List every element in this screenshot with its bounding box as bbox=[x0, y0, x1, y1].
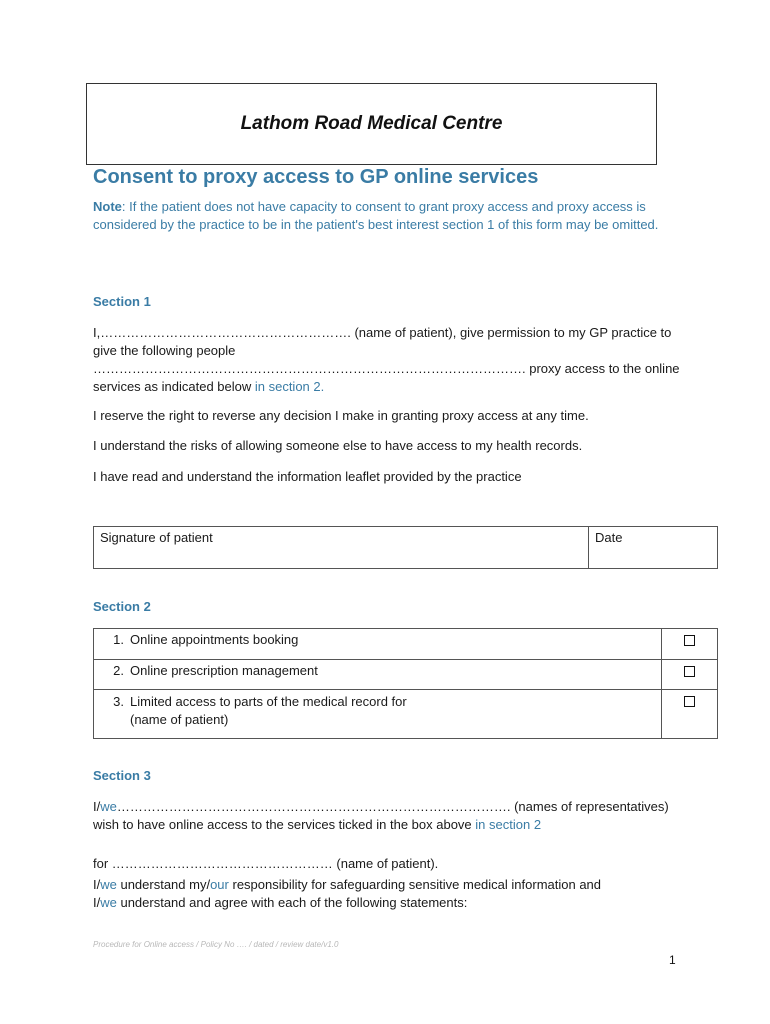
service-checkbox-cell bbox=[662, 660, 718, 690]
section3-representatives: I/we………………………………………………………………………………. (names of representatives) wish to have online access to the services ticked in the box above in section 2 bbox=[93, 799, 669, 832]
people-line-text: ………………………………………………………………………………………. proxy access to the online services as indicated below bbox=[93, 361, 680, 394]
service-label: Limited access to parts of the medical record for bbox=[130, 694, 407, 709]
note-text: : If the patient does not have capacity to consent to grant proxy access and proxy access is considered by the practice to be in the patient's best interest section 1 of this form may be omitted. bbox=[93, 199, 659, 232]
section3-patient-line: for …………………………………………… (name of patient). bbox=[93, 856, 439, 871]
signature-field[interactable] bbox=[94, 527, 589, 569]
service-row bbox=[94, 629, 718, 660]
service-row bbox=[94, 690, 718, 739]
service-label-cont: (name of patient) bbox=[130, 712, 229, 727]
date-label: Date bbox=[595, 530, 623, 545]
service-item bbox=[94, 690, 662, 739]
note-label: Note bbox=[93, 199, 122, 214]
section3-label: Section 3 bbox=[93, 768, 151, 783]
service-number: 1. bbox=[113, 632, 124, 647]
section2-reference: in section 2. bbox=[251, 379, 325, 394]
statement-reverse: I reserve the right to reverse any decision I make in granting proxy access at any time. bbox=[93, 408, 589, 423]
footer-text: Procedure for Online access / Policy No …. / dated / review date/v1.0 bbox=[93, 940, 339, 949]
medical-record-checkbox[interactable] bbox=[684, 696, 695, 707]
section3-responsibility: I/we understand my/our responsibility for safeguarding sensitive medical information and I/we understand and agree with each of the following statements: bbox=[93, 877, 602, 910]
signature-table bbox=[93, 526, 718, 569]
section1-people-line bbox=[93, 360, 683, 396]
services-table bbox=[93, 628, 718, 739]
section1-label: Section 1 bbox=[93, 294, 151, 309]
service-number: 3. bbox=[113, 694, 124, 709]
service-row bbox=[94, 660, 718, 690]
service-item bbox=[94, 660, 662, 690]
section2-reference: in section 2 bbox=[471, 817, 542, 832]
prescriptions-checkbox[interactable] bbox=[684, 666, 695, 677]
service-checkbox-cell bbox=[662, 690, 718, 739]
section2-label: Section 2 bbox=[93, 599, 151, 614]
practice-name: Lathom Road Medical Centre bbox=[240, 113, 503, 134]
service-number: 2. bbox=[113, 663, 124, 678]
service-label: Online prescription management bbox=[130, 663, 318, 678]
service-item bbox=[94, 629, 662, 660]
date-field[interactable] bbox=[589, 527, 718, 569]
service-label: Online appointments booking bbox=[130, 632, 299, 647]
note-paragraph bbox=[93, 198, 693, 234]
page-number: 1 bbox=[669, 953, 676, 967]
service-checkbox-cell bbox=[662, 629, 718, 660]
header-box bbox=[86, 83, 657, 165]
appointments-checkbox[interactable] bbox=[684, 635, 695, 646]
signature-label: Signature of patient bbox=[100, 530, 213, 545]
statement-leaflet: I have read and understand the information leaflet provided by the practice bbox=[93, 469, 522, 484]
section1-permission-line: I,…………………………………………………. (name of patient), give permission to my GP practice to give the following people bbox=[93, 325, 672, 358]
form-title: Consent to proxy access to GP online services bbox=[93, 166, 539, 188]
statement-risks: I understand the risks of allowing someone else to have access to my health records. bbox=[93, 438, 583, 453]
